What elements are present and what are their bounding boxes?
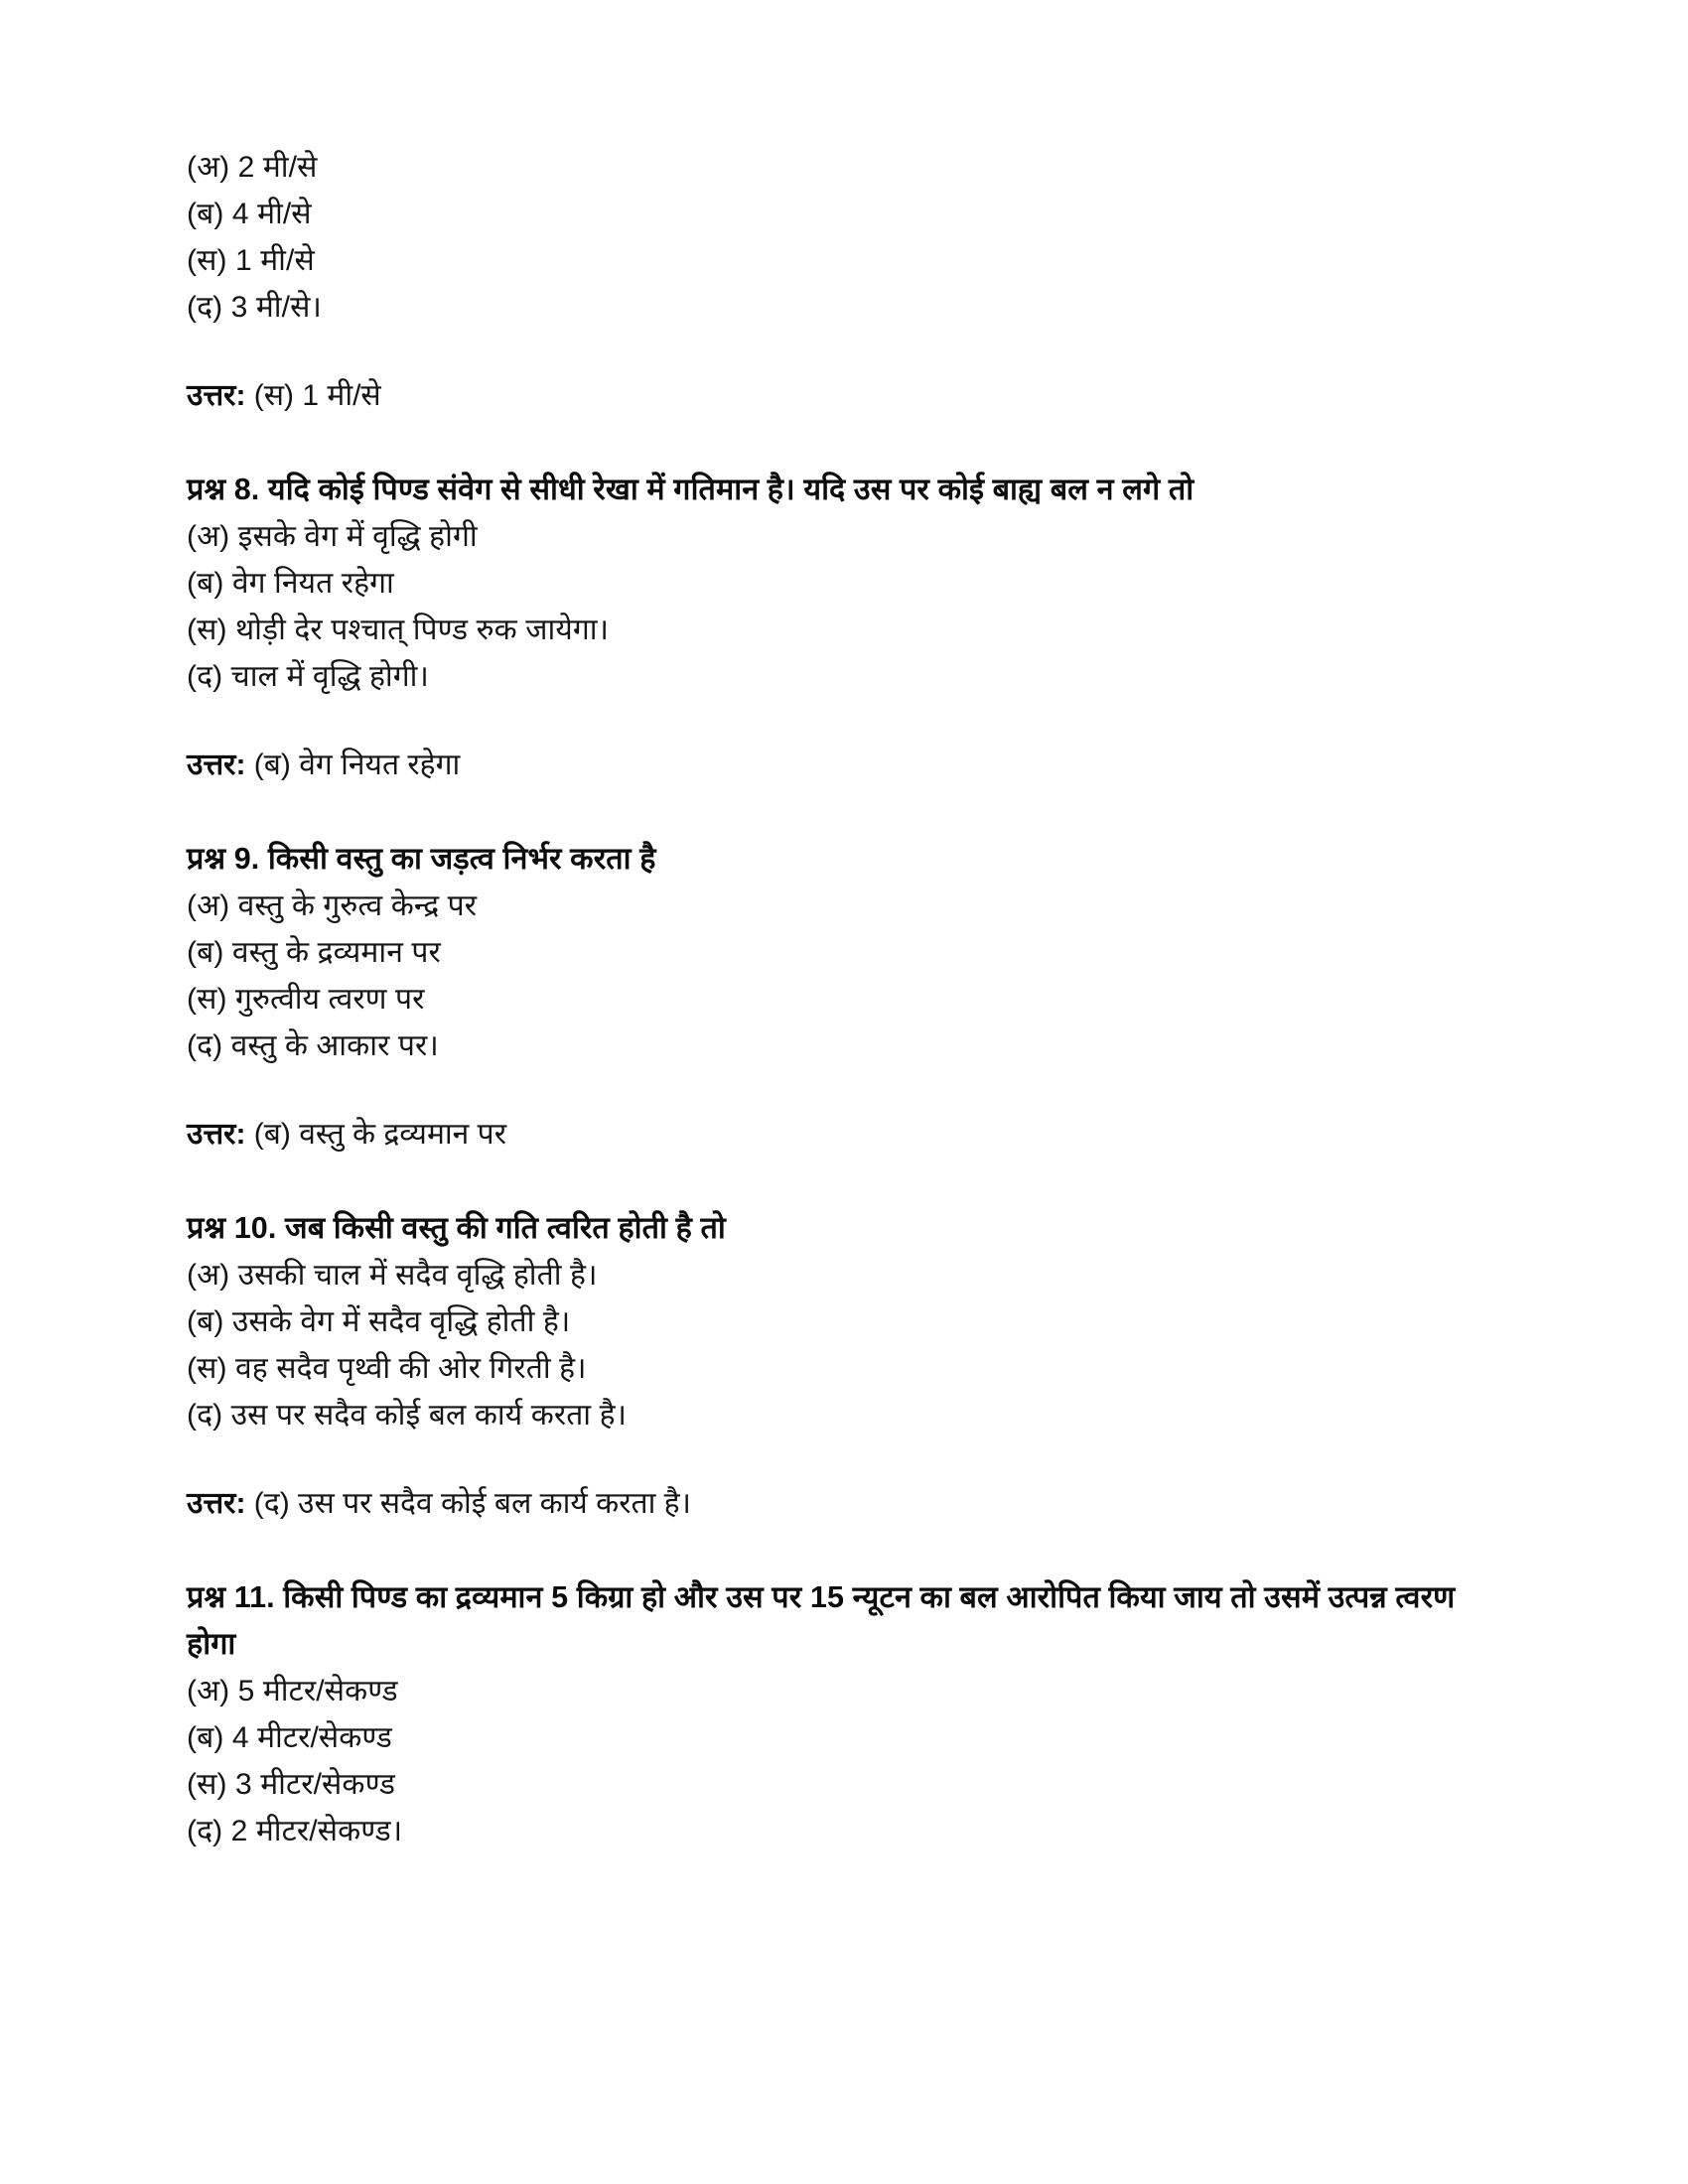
spacer [187, 1527, 1507, 1574]
question-10-answer [187, 1480, 1507, 1527]
option-item: (स) 1 मी/से [187, 244, 315, 277]
option-item: (द) वस्तु के आकार पर। [187, 1029, 439, 1062]
option-item: (ब) 4 मीटर/सेकण्ड [187, 1721, 392, 1754]
question-8-answer [187, 742, 1507, 788]
answer-text: (ब) वेग नियत रहेगा [245, 749, 461, 781]
answer-text: (ब) वस्तु के द्रव्यमान पर [245, 1118, 506, 1151]
option-item: (ब) वस्तु के द्रव्यमान पर [187, 936, 441, 969]
option-item: (द) 2 मीटर/सेकण्ड। [187, 1815, 403, 1847]
answer-label: उत्तर: [187, 1487, 246, 1520]
spacer [187, 788, 1507, 836]
option-item: (द) 3 मी/से। [187, 291, 322, 324]
spacer [187, 1158, 1507, 1205]
option-item: (स) गुरुत्वीय त्वरण पर [187, 983, 425, 1016]
option-item: (स) वह सदैव पृथ्वी की ओर गिरती है। [187, 1352, 587, 1385]
option-item: (अ) 5 मीटर/सेकण्ड [187, 1675, 398, 1707]
option-item: (ब) 4 मी/से [187, 198, 312, 230]
question-8-options [187, 513, 1507, 700]
question-7-answer [187, 372, 1507, 419]
option-item: (अ) वस्तु के गुरुत्व केन्द्र पर [187, 889, 478, 922]
question-9-answer [187, 1111, 1507, 1158]
question-9-heading: प्रश्न 9. किसी वस्तु का जड़त्व निर्भर करता है [187, 842, 656, 876]
question-10-heading: प्रश्न 10. जब किसी वस्तु की गति त्वरित होती है तो [187, 1211, 726, 1245]
answer-label: उत्तर: [187, 379, 246, 412]
spacer [187, 331, 1507, 372]
option-item: (अ) 2 मी/से [187, 151, 318, 184]
answer-text: (द) उस पर सदैव कोई बल कार्य करता है। [245, 1487, 691, 1520]
option-item: (द) चाल में वृद्धि होगी। [187, 660, 429, 693]
answer-text: (स) 1 मी/से [245, 379, 381, 412]
option-item: (द) उस पर सदैव कोई बल कार्य करता है। [187, 1399, 628, 1432]
option-item: (ब) उसके वेग में सदैव वृद्धि होती है। [187, 1305, 571, 1338]
document-content [187, 144, 1507, 1854]
answer-label: उत्तर: [187, 1118, 246, 1151]
spacer [187, 700, 1507, 742]
spacer [187, 1069, 1507, 1111]
spacer [187, 419, 1507, 467]
spacer [187, 1438, 1507, 1480]
question-11-heading: प्रश्न 11. किसी पिण्ड का द्रव्यमान 5 किग्रा हो और उस पर 15 न्यूटन का बल आरोपित किया जाय तो उसमें उत्पन्न त्वरण होगा [187, 1580, 1464, 1661]
question-11-options [187, 1668, 1507, 1854]
option-item: (ब) वेग नियत रहेगा [187, 567, 394, 600]
question-8-heading: प्रश्न 8. यदि कोई पिण्ड संवेग से सीधी रेखा में गतिमान है। यदि उस पर कोई बाह्य बल न लगे तो [187, 473, 1195, 506]
option-item: (अ) उसकी चाल में सदैव वृद्धि होती है। [187, 1259, 598, 1292]
question-7-options [187, 144, 1507, 331]
question-9-options [187, 883, 1507, 1069]
answer-label: उत्तर: [187, 749, 246, 781]
option-item: (अ) इसके वेग में वृद्धि होगी [187, 520, 478, 553]
question-10-options [187, 1252, 1507, 1438]
option-item: (स) थोड़ी देर पश्चात् पिण्ड रुक जायेगा। [187, 614, 610, 646]
option-item: (स) 3 मीटर/सेकण्ड [187, 1768, 396, 1801]
